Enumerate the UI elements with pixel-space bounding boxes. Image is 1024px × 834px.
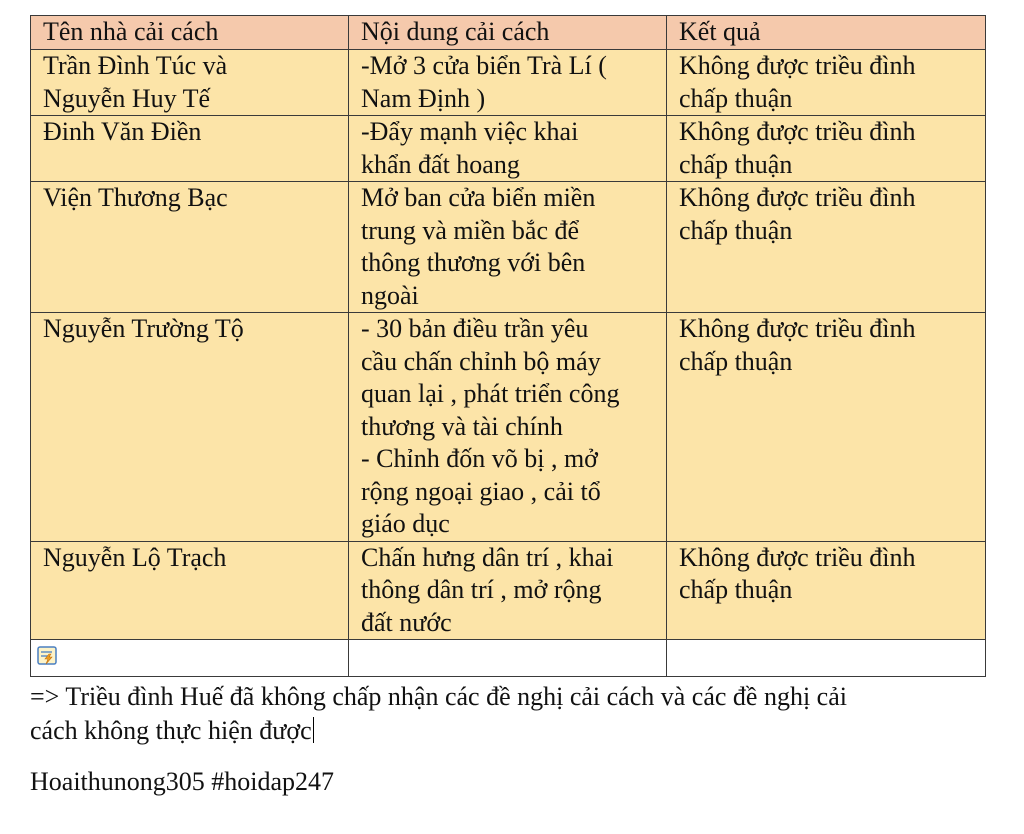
author-signature: Hoaithunong305 #hoidap247	[30, 767, 335, 796]
table-row	[31, 116, 986, 182]
table-row	[31, 313, 986, 542]
conclusion-text	[30, 680, 990, 748]
header-reformer: Tên nhà cải cách	[31, 16, 349, 50]
cell-text-line: Không được triều đình	[679, 51, 916, 80]
content-cell[interactable]	[349, 182, 667, 313]
cell-text-line: -Đẩy mạnh việc khai	[361, 117, 579, 146]
cell-text-line: Không được triều đình	[679, 117, 916, 146]
cell-text-line: thương và tài chính	[361, 411, 563, 441]
cell-text-line: chấp thuận	[679, 149, 793, 179]
result-cell[interactable]	[667, 313, 986, 542]
cell-text-line: giáo dục	[361, 509, 450, 538]
cell-text-line: Chấn hưng dân trí , khai	[361, 542, 614, 572]
reformer-cell[interactable]	[31, 541, 349, 640]
table-row	[31, 50, 986, 116]
cell-text-line: Không được triều đình	[679, 183, 916, 212]
empty-cell[interactable]	[667, 640, 986, 677]
text-cursor	[313, 717, 315, 743]
cell-text-line: - 30 bản điều trần yêu	[361, 314, 589, 343]
result-cell[interactable]	[667, 182, 986, 313]
cell-text-line: Không được triều đình	[679, 314, 916, 343]
cell-text-line: -Mở 3 cửa biển Trà Lí (	[361, 51, 607, 80]
cell-text-line: Không được triều đình	[679, 542, 916, 572]
reformer-cell[interactable]	[31, 116, 349, 182]
cell-text-line: rộng ngoại giao , cải tổ	[361, 476, 601, 506]
reform-table	[30, 15, 986, 677]
cell-text-line: chấp thuận	[679, 215, 793, 245]
cell-text-line: quan lại , phát triển công	[361, 379, 620, 408]
reformer-cell[interactable]	[31, 182, 349, 313]
cell-text-line: đất nước	[361, 607, 452, 637]
cell-text-line: khẩn đất hoang	[361, 149, 520, 179]
content-cell[interactable]	[349, 50, 667, 116]
result-cell[interactable]	[667, 541, 986, 640]
content-cell[interactable]	[349, 313, 667, 542]
cell-text-line: chấp thuận	[679, 83, 793, 113]
result-cell[interactable]	[667, 50, 986, 116]
cell-text-line: - Chỉnh đốn võ bị , mở	[361, 444, 598, 473]
cell-text-line: Nguyễn Lộ Trạch	[43, 542, 227, 572]
content-cell[interactable]	[349, 541, 667, 640]
header-result: Kết quả	[667, 16, 986, 50]
reformer-cell[interactable]	[31, 50, 349, 116]
header-content: Nội dung cải cách	[349, 16, 667, 50]
conclusion-line: => Triều đình Huế đã không chấp nhận các đề nghị cải cách và các đề nghị cải	[30, 682, 847, 711]
cell-text-line: cầu chấn chỉnh bộ máy	[361, 346, 601, 376]
empty-table-row	[31, 640, 986, 677]
cell-text-line: Mở ban cửa biển miền	[361, 183, 596, 212]
cell-text-line: Nguyễn Huy Tế	[43, 83, 211, 113]
conclusion-line: cách không thực hiện được	[30, 716, 312, 745]
cell-text-line: chấp thuận	[679, 575, 793, 604]
cell-text-line: chấp thuận	[679, 346, 793, 376]
cell-text-line: Viện Thương Bạc	[43, 183, 228, 212]
cell-text-line: Nam Định )	[361, 83, 486, 113]
cell-text-line: ngoài	[361, 280, 419, 310]
cell-text-line: Trần Đình Túc và	[43, 51, 228, 80]
reformer-cell[interactable]	[31, 313, 349, 542]
cell-text-line: trung và miền bắc để	[361, 215, 580, 245]
result-cell[interactable]	[667, 116, 986, 182]
table-row	[31, 541, 986, 640]
smart-tag-icon[interactable]	[37, 645, 59, 667]
table-header-row	[31, 16, 986, 50]
cell-text-line: thông dân trí , mở rộng	[361, 575, 602, 604]
empty-cell[interactable]	[31, 640, 349, 677]
cell-text-line: Nguyễn Trường Tộ	[43, 314, 244, 343]
table-row	[31, 182, 986, 313]
content-cell[interactable]	[349, 116, 667, 182]
cell-text-line: Đinh Văn Điền	[43, 117, 202, 146]
empty-cell[interactable]	[349, 640, 667, 677]
cell-text-line: thông thương với bên	[361, 248, 586, 277]
